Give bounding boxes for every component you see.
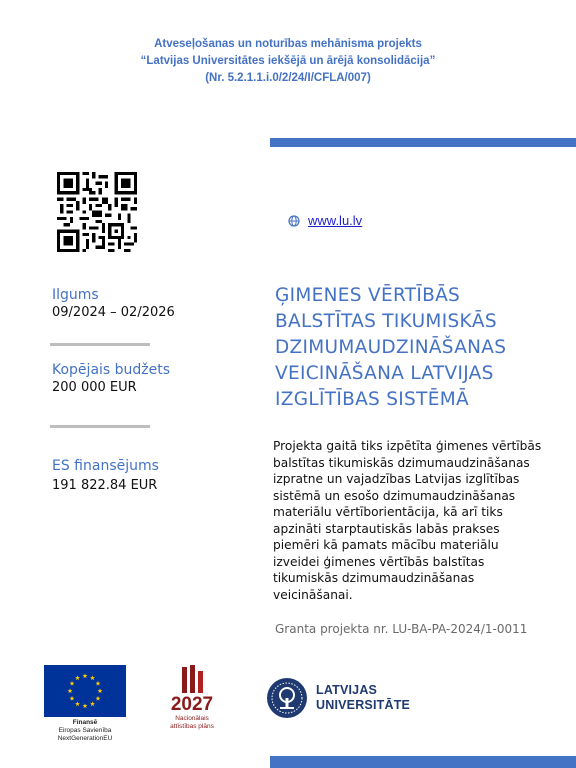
bottom-accent-bar <box>270 756 576 768</box>
nap-bars-icon <box>160 665 224 695</box>
eu-funding-label: ES finansējums <box>52 458 159 474</box>
project-header <box>0 36 576 87</box>
description-line: sistēmā un esošo dzimumaudzināšanas <box>273 488 516 503</box>
top-accent-bar <box>270 138 576 147</box>
description-line: tikumiskās dzimumaudzināšanas <box>273 571 475 585</box>
project-title-line: VEICINĀŠANA LATVIJAS <box>275 363 494 384</box>
website-link[interactable]: www.lu.lv <box>308 213 363 228</box>
qr-code-icon <box>57 172 137 252</box>
description-line: piemēri kā pamats mācību materiālu <box>273 538 499 552</box>
lu-name-line-1: LATVIJAS <box>316 683 378 697</box>
description-line: izpratne un vajadzības Latvijas izglītības <box>273 472 520 486</box>
project-title-line: DZIMUMAUDZINĀŠANAS <box>275 337 507 358</box>
description-line: Projekta gaitā tiks izpētīta ģimenes vērtībās <box>273 439 542 453</box>
description-line: balstītas tikumiskās dzimumaudzināšanas <box>273 455 530 470</box>
separator <box>50 343 150 346</box>
globe-icon <box>288 215 300 227</box>
separator <box>50 425 150 428</box>
eu-funding-value: 191 822.84 EUR <box>52 478 158 493</box>
header-line-1: Atveseļošanas un noturības mehānisma projekts <box>154 38 422 50</box>
header-line-3: (Nr. 5.2.1.1.i.0/2/24/I/CFLA/007) <box>205 72 371 84</box>
eu-logo-line-1: Finansē <box>72 719 98 726</box>
lu-emblem-icon <box>266 677 308 719</box>
description-line: veicināšanai. <box>273 587 353 602</box>
header-line-2: “Latvijas Universitātes iekšējā un ārējā konsolidācija” <box>140 55 436 67</box>
budget-value: 200 000 EUR <box>52 380 137 395</box>
lu-name-line-2: UNIVERSITĀTE <box>316 698 411 712</box>
nap-caption-line-1: Nacionālais <box>175 715 209 722</box>
nap-2027-logo <box>160 665 224 730</box>
nap-year: 2027 <box>170 694 214 715</box>
description-line: izveidei ģimenes vērtībās balstītas <box>273 554 485 569</box>
duration-value: 09/2024 – 02/2026 <box>52 305 175 320</box>
eu-logo-line-3: NextGenerationEU <box>57 735 113 742</box>
description-line: apzināti starptautiskās labās prakses <box>273 521 500 536</box>
project-title-line: BALSTĪTAS TIKUMISKĀS <box>275 311 497 332</box>
project-description <box>273 438 563 603</box>
lu-logo <box>266 677 410 719</box>
eu-flag-icon <box>44 665 126 717</box>
project-title <box>275 283 555 413</box>
website-link-row <box>288 213 362 228</box>
budget-label: Kopējais budžets <box>52 362 171 378</box>
duration-label: Ilgums <box>52 287 99 303</box>
eu-logo-line-2: Eiropas Savienība <box>58 727 112 734</box>
grant-number: Granta projekta nr. LU-BA-PA-2024/1-0011 <box>275 622 528 636</box>
description-line: materiālu vērtīborientācija, kā arī tiks <box>273 505 503 519</box>
eu-funding-logo <box>44 665 126 743</box>
nap-caption-line-2: attīstības plāns <box>170 722 214 730</box>
project-title-line: ĢIMENES VĒRTĪBĀS <box>275 285 461 306</box>
project-title-line: IZGLĪTĪBAS SISTĒMĀ <box>275 389 469 410</box>
